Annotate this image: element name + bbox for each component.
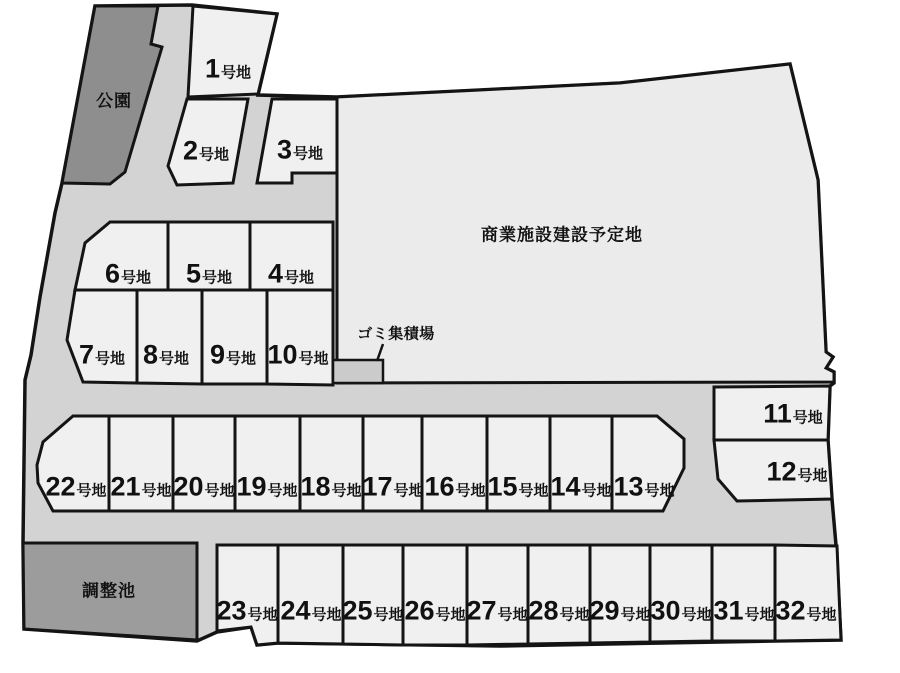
garbage-station-label: ゴミ集積場 bbox=[357, 325, 435, 343]
lot-32-label: 32号地 bbox=[775, 595, 837, 626]
lot-22-label: 22号地 bbox=[45, 471, 107, 502]
lot-3-label: 3号地 bbox=[276, 134, 324, 165]
lot-31-label: 31号地 bbox=[713, 595, 775, 626]
lot-20-label: 20号地 bbox=[173, 471, 235, 502]
lot-8-label: 8号地 bbox=[142, 339, 190, 370]
lot-26-label: 26号地 bbox=[404, 595, 466, 626]
lot-30-area bbox=[650, 545, 712, 642]
lot-28-area bbox=[528, 545, 590, 644]
lot-25-label: 25号地 bbox=[342, 595, 404, 626]
lot-10-area bbox=[267, 290, 333, 385]
lot-28-label: 28号地 bbox=[528, 595, 590, 626]
lot-15-label: 15号地 bbox=[487, 471, 549, 502]
lot-24-label: 24号地 bbox=[280, 595, 342, 626]
lot-30-label: 30号地 bbox=[650, 595, 712, 626]
lot-4-label: 4号地 bbox=[267, 258, 315, 289]
lot-9-area bbox=[202, 290, 267, 384]
lot-2-label: 2号地 bbox=[182, 135, 230, 166]
lot-8-area bbox=[137, 290, 202, 384]
lot-18-label: 18号地 bbox=[300, 471, 362, 502]
lot-7-area bbox=[67, 290, 137, 383]
lot-5-label: 5号地 bbox=[185, 258, 233, 289]
lot-29-label: 29号地 bbox=[589, 595, 651, 626]
lot-21-label: 21号地 bbox=[110, 471, 172, 502]
lot-10-label: 10号地 bbox=[267, 339, 329, 370]
garbage-station-area bbox=[333, 360, 383, 383]
lot-16-label: 16号地 bbox=[424, 471, 486, 502]
lot-1-area bbox=[188, 6, 277, 97]
lot-19-label: 19号地 bbox=[236, 471, 298, 502]
lot-1-label: 1号地 bbox=[204, 53, 252, 84]
lot-23-label: 23号地 bbox=[216, 595, 278, 626]
pond-label: 調整池 bbox=[82, 581, 136, 601]
lot-24-area bbox=[278, 545, 343, 644]
commercial-site-label: 商業施設建設予定地 bbox=[481, 225, 643, 245]
lot-12-label: 12号地 bbox=[766, 456, 828, 487]
lot-11-label: 11号地 bbox=[763, 398, 823, 429]
lot-6-label: 6号地 bbox=[104, 258, 152, 289]
lot-14-label: 14号地 bbox=[550, 471, 612, 502]
lot-13-label: 13号地 bbox=[613, 471, 675, 502]
lot-27-label: 27号地 bbox=[466, 595, 528, 626]
lot-7-label: 7号地 bbox=[78, 339, 126, 370]
lot-29-area bbox=[590, 545, 650, 643]
lot-9-label: 9号地 bbox=[209, 339, 257, 370]
lot-32-area bbox=[775, 545, 841, 641]
park-label: 公園 bbox=[96, 91, 132, 111]
lot-31-area bbox=[712, 545, 775, 641]
lot-17-label: 17号地 bbox=[362, 471, 424, 502]
